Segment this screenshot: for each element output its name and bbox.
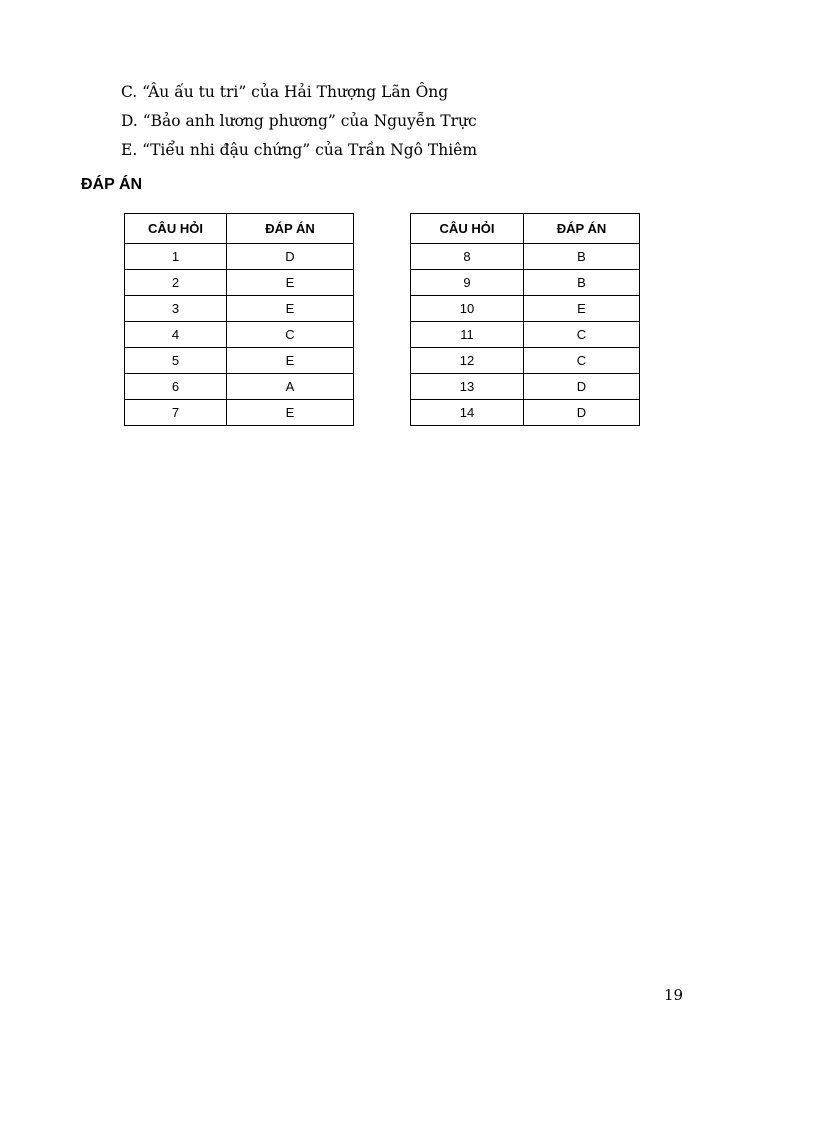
answer-table-left — [124, 213, 354, 426]
table-row — [411, 270, 640, 296]
answer-letter: E — [227, 348, 354, 374]
answer-column-header: ĐÁP ÁN — [524, 214, 640, 244]
answer-table-right — [410, 213, 640, 426]
page-number: 19 — [664, 986, 684, 1004]
option-d: D. “Bảo anh lương phương” của Nguyễn Trực — [121, 112, 477, 130]
answer-letter: B — [524, 244, 640, 270]
question-number: 4 — [125, 322, 227, 348]
table-row — [125, 322, 354, 348]
answer-letter: C — [524, 348, 640, 374]
table-row — [125, 270, 354, 296]
table-row — [411, 400, 640, 426]
answer-letter: A — [227, 374, 354, 400]
table-row — [411, 322, 640, 348]
question-column-header: CÂU HỎI — [125, 214, 227, 244]
question-number: 1 — [125, 244, 227, 270]
table-row — [411, 348, 640, 374]
question-number: 8 — [411, 244, 524, 270]
table-row — [125, 348, 354, 374]
question-number: 2 — [125, 270, 227, 296]
answer-letter: D — [524, 374, 640, 400]
table-header-row — [125, 214, 354, 244]
answer-letter: C — [227, 322, 354, 348]
answer-letter: D — [524, 400, 640, 426]
option-e: E. “Tiểu nhi đậu chứng” của Trần Ngô Thiêm — [121, 141, 478, 159]
question-number: 12 — [411, 348, 524, 374]
question-number: 6 — [125, 374, 227, 400]
option-c: C. “Âu ấu tu tri” của Hải Thượng Lãn Ông — [121, 83, 449, 101]
answer-column-header: ĐÁP ÁN — [227, 214, 354, 244]
answer-letter: E — [524, 296, 640, 322]
answer-key-title: ĐÁP ÁN — [81, 176, 143, 193]
question-number: 7 — [125, 400, 227, 426]
question-number: 13 — [411, 374, 524, 400]
question-number: 9 — [411, 270, 524, 296]
table-row — [411, 374, 640, 400]
question-number: 14 — [411, 400, 524, 426]
table-row — [411, 296, 640, 322]
answer-letter: D — [227, 244, 354, 270]
question-number: 5 — [125, 348, 227, 374]
answer-letter: E — [227, 400, 354, 426]
answer-letter: C — [524, 322, 640, 348]
question-number: 3 — [125, 296, 227, 322]
question-column-header: CÂU HỎI — [411, 214, 524, 244]
question-number: 10 — [411, 296, 524, 322]
table-row — [411, 244, 640, 270]
table-row — [125, 244, 354, 270]
table-header-row — [411, 214, 640, 244]
question-number: 11 — [411, 322, 524, 348]
answer-letter: E — [227, 270, 354, 296]
answer-letter: E — [227, 296, 354, 322]
answer-letter: B — [524, 270, 640, 296]
answer-options — [121, 78, 477, 165]
table-row — [125, 400, 354, 426]
table-row — [125, 374, 354, 400]
table-row — [125, 296, 354, 322]
